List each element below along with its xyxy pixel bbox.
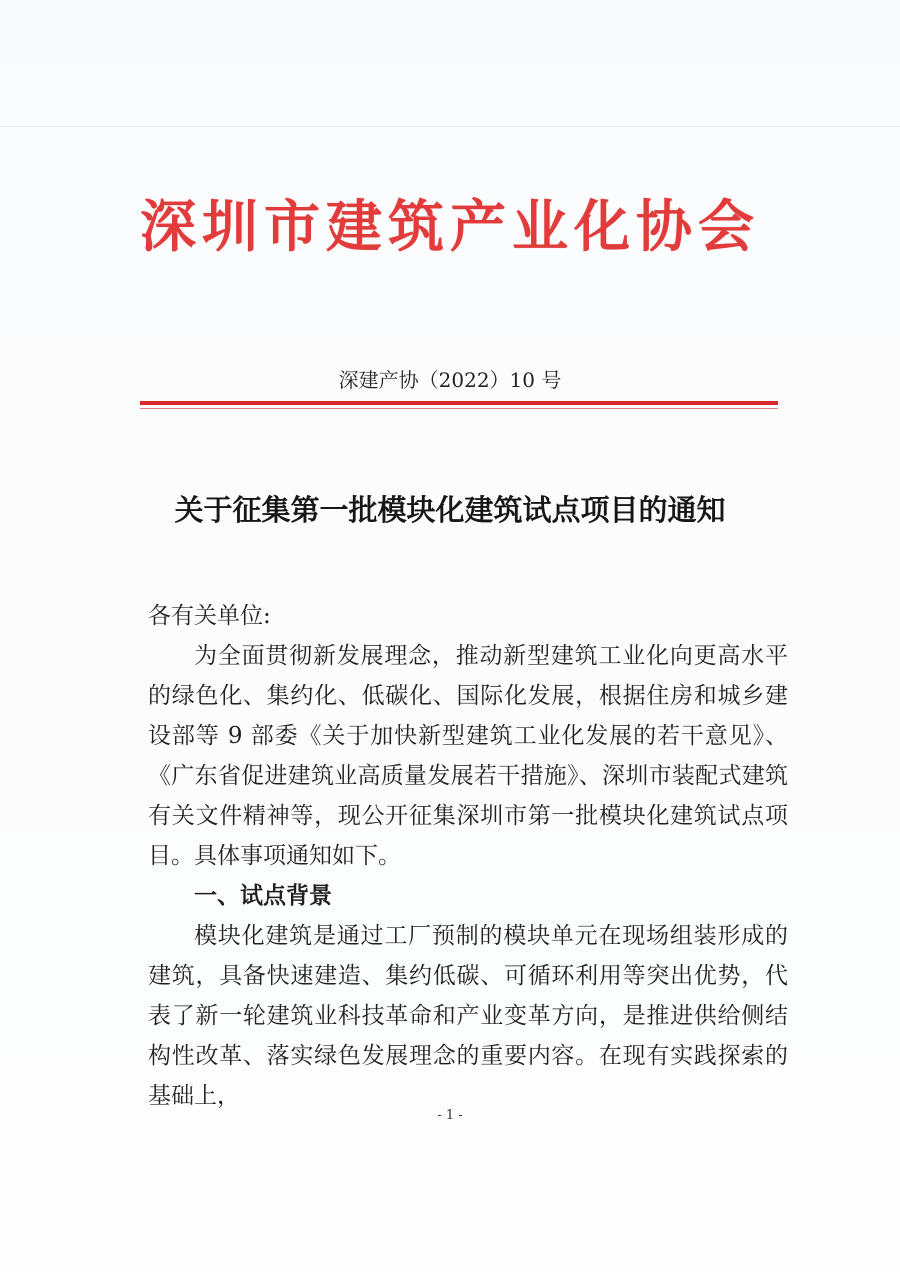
page-number: - 1 -: [437, 1108, 463, 1123]
section-heading-background: 一、试点背景: [194, 882, 332, 909]
notice-body: [148, 596, 788, 1116]
red-divider-rule: [140, 401, 778, 405]
red-divider-rule-thin: [140, 408, 778, 409]
scan-edge-line: [0, 126, 900, 127]
paragraph-intro: 为全面贯彻新发展理念，推动新型建筑工业化向更高水平的绿色化、集约化、低碳化、国际化发展，根据住房和城乡建设部等 9 部委《关于加快新型建筑工业化发展的若干意见》、《广东省促进建筑业高质量发展若干措施》、深圳市装配式建筑有关文件精神等，现公开征集深圳市第一批模块化建筑试点项目。具体事项通知如下。: [148, 643, 788, 869]
letterhead-title: 深圳市建筑产业化协会: [140, 194, 760, 260]
salutation: 各有关单位:: [148, 603, 271, 629]
notice-title: 关于征集第一批模块化建筑试点项目的通知: [174, 493, 726, 527]
document-number: 深建产协（2022）10 号: [338, 368, 562, 392]
paragraph-background: 模块化建筑是通过工厂预制的模块单元在现场组装形成的建筑，具备快速建造、集约低碳、可循环利用等突出优势，代表了新一轮建筑业科技革命和产业变革方向，是推进供给侧结构性改革、落实绿色发展理念的重要内容。在现有实践探索的基础上，: [148, 923, 788, 1109]
